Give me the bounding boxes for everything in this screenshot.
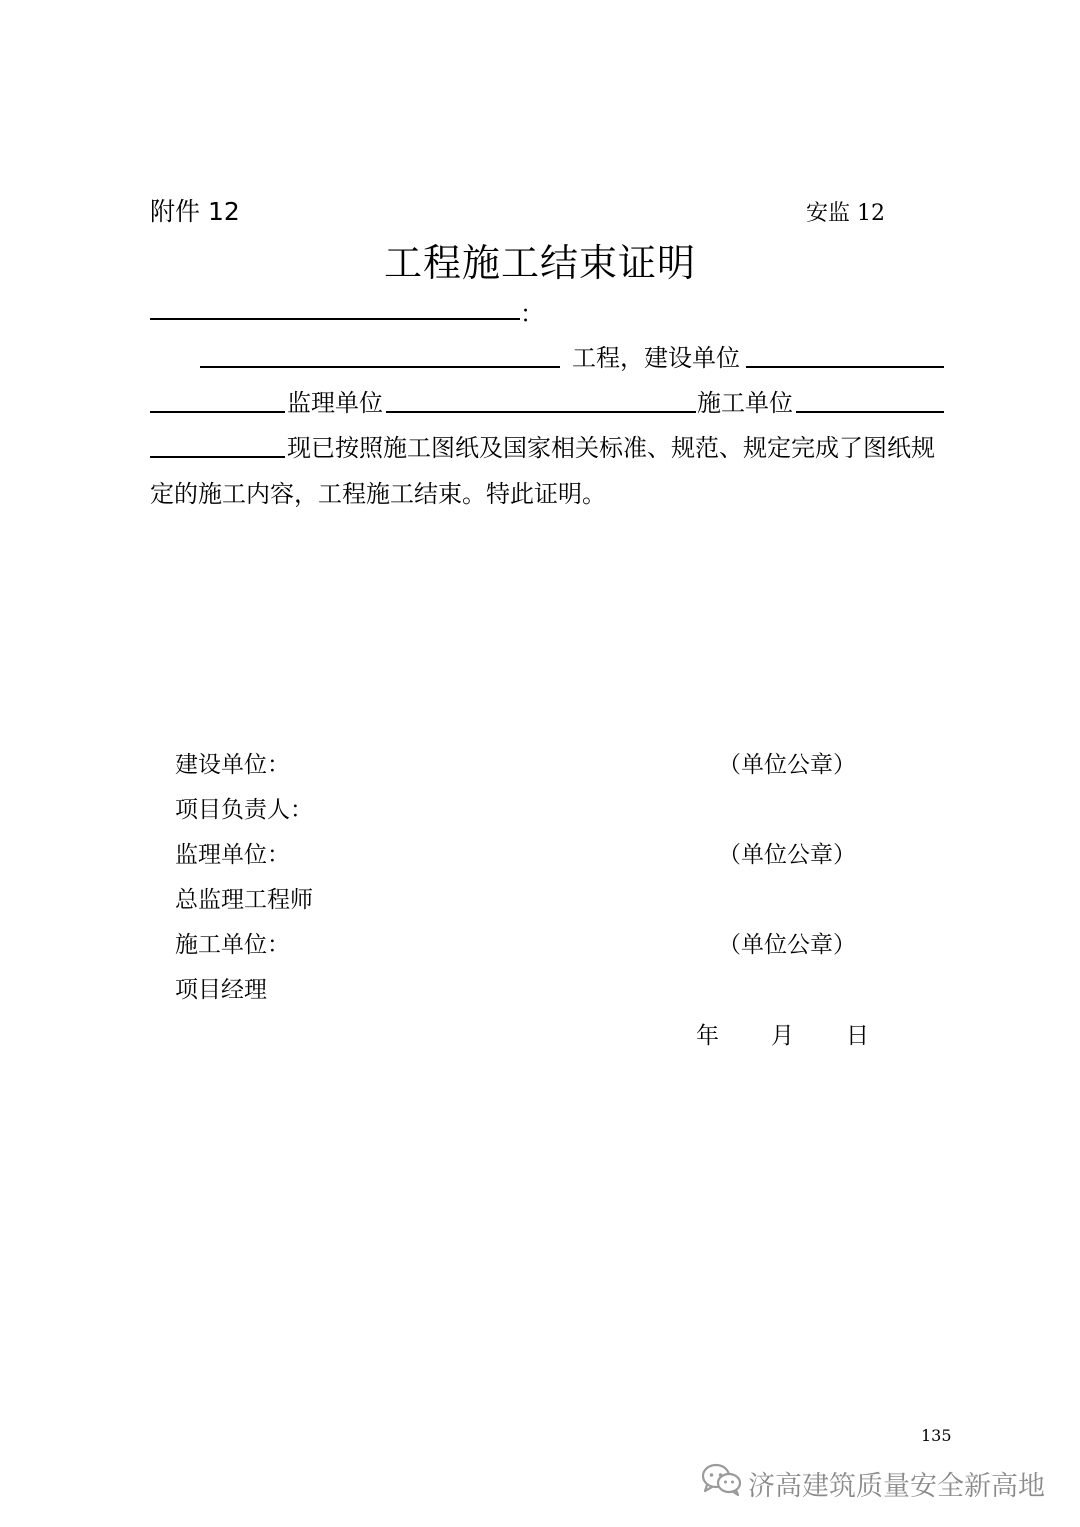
attachment-label: 附件 12 — [150, 197, 240, 226]
construction-unit-label: 施工单位 — [697, 389, 793, 417]
signature-supervision-unit-seal: （单位公章） — [718, 842, 856, 868]
signature-owner-unit-label: 建设单位： — [175, 752, 290, 778]
project-name-blank — [200, 366, 560, 368]
date-day: 日 — [846, 1023, 869, 1049]
signature-project-leader-label: 项目负责人： — [175, 797, 313, 823]
supervision-unit-blank — [386, 411, 696, 413]
owner-unit-blank-cont — [150, 411, 285, 413]
page-number: 135 — [921, 1426, 952, 1445]
watermark-text: 济高建筑质量安全新高地 — [748, 1471, 1045, 1502]
addressee-blank — [150, 318, 520, 320]
owner-unit-blank — [746, 366, 944, 368]
addressee-colon: ： — [520, 300, 544, 328]
page-title: 工程施工结束证明 — [383, 241, 696, 285]
signature-chief-supervisor-label: 总监理工程师 — [175, 887, 313, 913]
date-year: 年 — [696, 1023, 719, 1049]
construction-unit-blank — [796, 411, 944, 413]
signature-supervision-unit-label: 监理单位： — [175, 842, 290, 868]
project-suffix-text: 工程，建设单位 — [572, 344, 740, 372]
statement-line-1: 现已按照施工图纸及国家相关标准、规范、规定完成了图纸规 — [287, 434, 935, 462]
signature-project-manager-label: 项目经理 — [175, 977, 267, 1003]
date-month: 月 — [771, 1023, 794, 1049]
form-code: 安监 12 — [806, 201, 885, 226]
supervision-unit-label: 监理单位 — [287, 389, 383, 417]
wechat-icon — [700, 1462, 744, 1498]
construction-unit-blank-cont — [150, 456, 285, 458]
signature-owner-unit-seal: （单位公章） — [718, 752, 856, 778]
signature-construction-unit-label: 施工单位： — [175, 932, 290, 958]
signature-construction-unit-seal: （单位公章） — [718, 932, 856, 958]
statement-line-2: 定的施工内容，工程施工结束。特此证明。 — [150, 480, 606, 508]
